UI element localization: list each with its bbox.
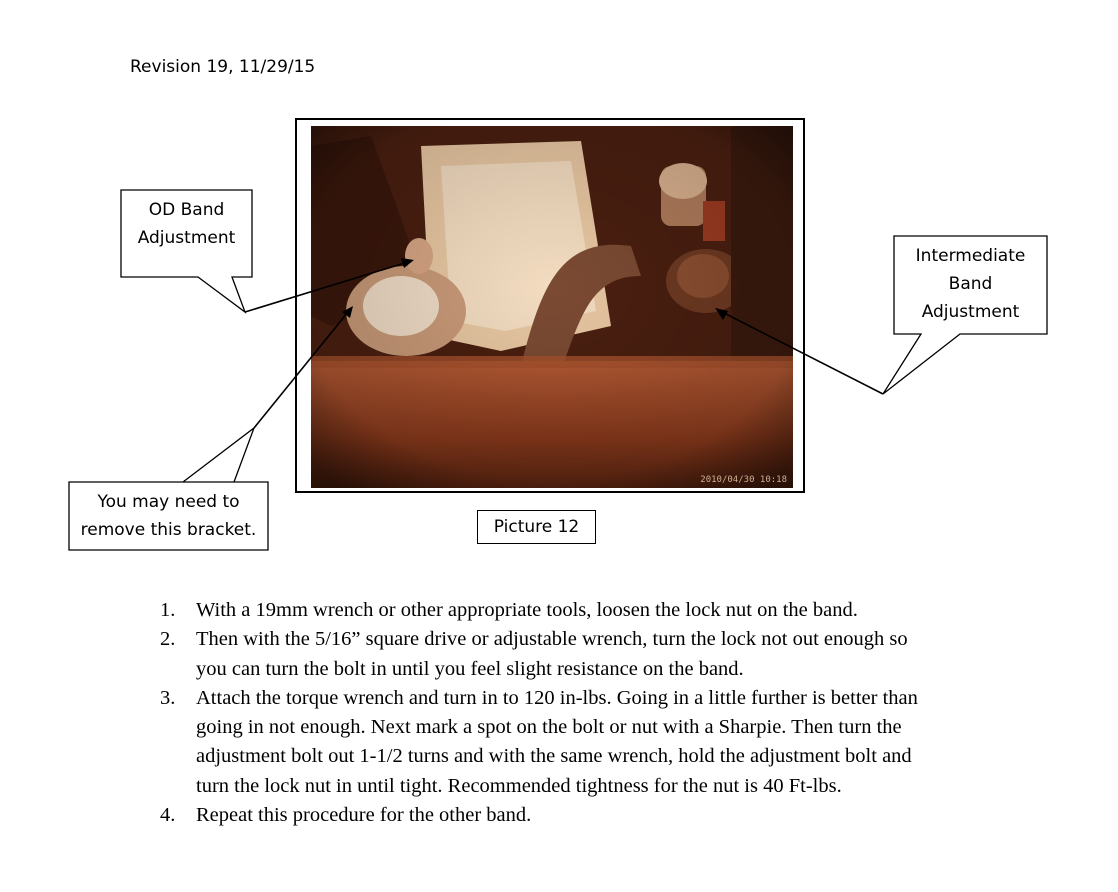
revision-line: Revision 19, 11/29/15 — [130, 57, 316, 77]
step-line: you can turn the bolt in until you feel slight resistance on the band. — [196, 657, 744, 680]
step-number: 3. — [160, 686, 176, 709]
intermediate-band-callout — [894, 242, 1047, 326]
step-text — [196, 684, 1020, 801]
intermediate-arrowhead — [715, 308, 728, 320]
picture-caption: Picture 12 — [477, 510, 596, 544]
intermediate-label-line-1: Intermediate — [915, 246, 1026, 266]
instruction-step — [160, 684, 1020, 801]
step-text — [196, 801, 1020, 830]
bracket-label-line-1: You may need to — [97, 492, 240, 512]
step-line: With a 19mm wrench or other appropriate tools, loosen the lock nut on the band. — [196, 599, 858, 621]
step-line: adjustment bolt out 1-1/2 turns and with the same wrench, hold the adjustment bolt and — [196, 745, 912, 768]
step-number: 2. — [160, 628, 176, 651]
od-band-label-line-1: OD Band — [148, 200, 225, 220]
bracket-callout — [69, 488, 268, 544]
instruction-step — [160, 596, 1020, 625]
step-number: 1. — [160, 599, 176, 621]
intermediate-leader — [722, 312, 883, 394]
od-band-label-line-2: Adjustment — [137, 228, 236, 248]
bracket-leader — [254, 312, 348, 428]
step-text — [196, 625, 1020, 684]
intermediate-label-line-3: Adjustment — [921, 302, 1020, 322]
step-text — [196, 596, 1020, 625]
step-line: Attach the torque wrench and turn in to 120 in-lbs. Going in a little further is better than — [196, 686, 918, 709]
step-line: Then with the 5/16” square drive or adjustable wrench, turn the lock not out enough so — [196, 628, 908, 651]
instruction-step — [160, 801, 1020, 830]
od-band-arrowhead — [401, 258, 414, 268]
bracket-label-line-2: remove this bracket. — [80, 520, 257, 540]
step-line: turn the lock nut in until tight. Recommended tightness for the nut is 40 Ft-lbs. — [196, 774, 842, 797]
intermediate-label-line-2: Band — [948, 274, 993, 294]
od-band-callout — [121, 196, 252, 252]
od-band-leader — [245, 262, 408, 312]
step-number: 4. — [160, 804, 176, 827]
photo-timestamp: 2010/04/30 10:18 — [700, 475, 787, 485]
instruction-list — [160, 596, 1020, 830]
step-line: going in not enough. Next mark a spot on the bolt or nut with a Sharpie. Then turn the — [196, 716, 902, 739]
instruction-step — [160, 625, 1020, 684]
step-line: Repeat this procedure for the other band. — [196, 804, 532, 827]
